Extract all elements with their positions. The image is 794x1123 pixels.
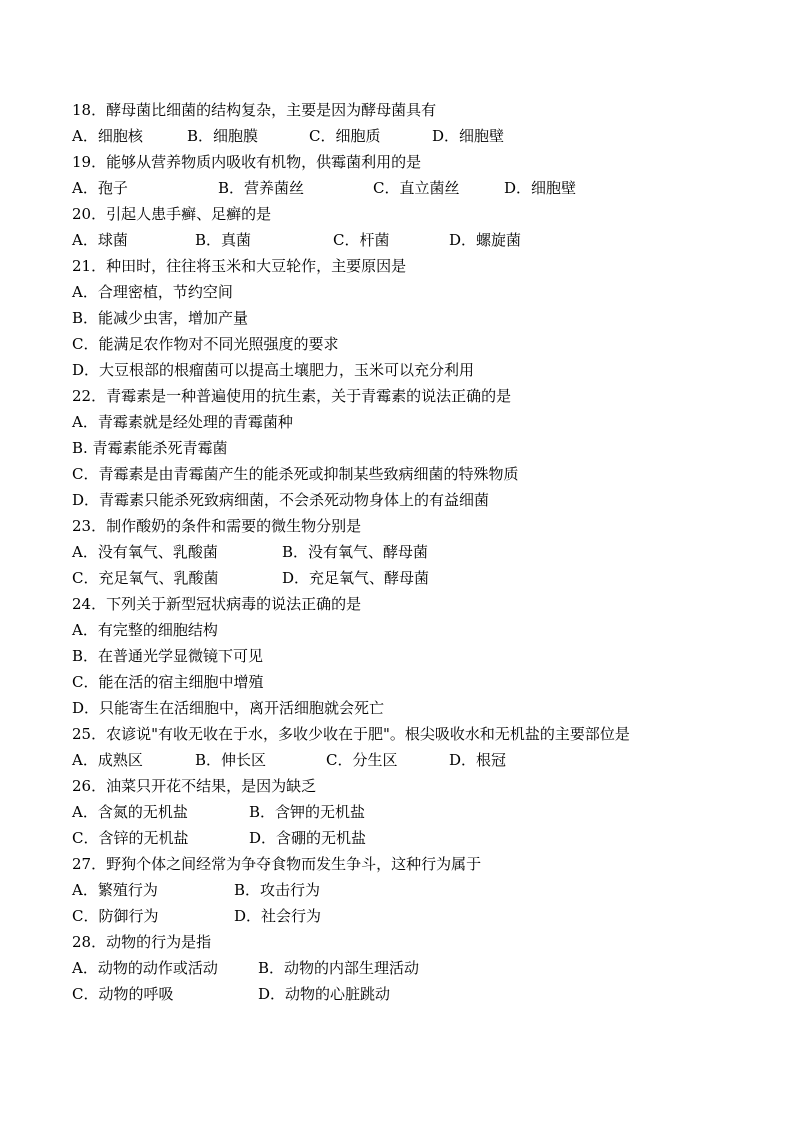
- option-b: B．含钾的无机盐: [249, 803, 366, 821]
- option-row: [72, 877, 732, 903]
- option-b: B．伸长区: [195, 751, 267, 769]
- option-row: [72, 227, 732, 253]
- option-row: [72, 955, 732, 981]
- option-a: A．球菌: [72, 231, 128, 249]
- option-d: D．细胞壁: [504, 179, 577, 197]
- option-c: C．直立菌丝: [373, 179, 460, 197]
- option-d: D．青霉素只能杀死致病细菌，不会杀死动物身体上的有益细菌: [72, 491, 490, 509]
- option-c: C．防御行为: [72, 907, 159, 925]
- option-row: [72, 981, 732, 1007]
- option-a: A．繁殖行为: [72, 881, 158, 899]
- option-a: A．孢子: [72, 179, 128, 197]
- option-row: [72, 903, 732, 929]
- option-a: A．细胞核: [72, 127, 143, 145]
- option-c: C．杆菌: [333, 231, 390, 249]
- option-c: C．能在活的宿主细胞中增殖: [72, 673, 264, 691]
- option-row: [72, 123, 732, 149]
- question-stem: 23．制作酸奶的条件和需要的微生物分别是: [72, 517, 362, 535]
- option-row: [72, 175, 732, 201]
- option-row: [72, 565, 732, 591]
- option-row: [72, 799, 732, 825]
- option-d: D．大豆根部的根瘤菌可以提高土壤肥力，玉米可以充分利用: [72, 361, 475, 379]
- option-a: A．合理密植，节约空间: [72, 283, 233, 301]
- option-d: D．充足氧气、酵母菌: [282, 569, 430, 587]
- option-c: C．分生区: [326, 751, 398, 769]
- option-b: B．营养菌丝: [218, 179, 305, 197]
- question-stem: 26．油菜只开花不结果，是因为缺乏: [72, 777, 317, 795]
- option-b: B．没有氧气、酵母菌: [282, 543, 429, 561]
- question-stem: 22．青霉素是一种普遍使用的抗生素，关于青霉素的说法正确的是: [72, 387, 512, 405]
- question-stem: 24．下列关于新型冠状病毒的说法正确的是: [72, 595, 362, 613]
- option-b: B. 青霉素能杀死青霉菌: [72, 439, 228, 457]
- option-d: D．细胞壁: [432, 127, 505, 145]
- option-a: A．含氮的无机盐: [72, 803, 188, 821]
- option-row: [72, 539, 732, 565]
- option-row: [72, 825, 732, 851]
- option-d: D．含硼的无机盐: [249, 829, 367, 847]
- question-stem: 25．农谚说"有收无收在于水，多收少收在于肥"。根尖吸收水和无机盐的主要部位是: [72, 725, 630, 743]
- option-d: D．动物的心脏跳动: [258, 985, 391, 1003]
- option-d: D．只能寄生在活细胞中，离开活细胞就会死亡: [72, 699, 385, 717]
- option-d: D．螺旋菌: [449, 231, 522, 249]
- option-a: A．没有氧气、乳酸菌: [72, 543, 218, 561]
- option-b: B．攻击行为: [234, 881, 321, 899]
- option-a: A．动物的动作或活动: [72, 959, 218, 977]
- option-a: A．有完整的细胞结构: [72, 621, 218, 639]
- question-stem: 19．能够从营养物质内吸收有机物，供霉菌利用的是: [72, 153, 422, 171]
- question-stem: 21．种田时，往往将玉米和大豆轮作，主要原因是: [72, 257, 407, 275]
- question-stem: 28．动物的行为是指: [72, 933, 212, 951]
- option-b: B．细胞膜: [187, 127, 259, 145]
- option-b: B．真菌: [195, 231, 252, 249]
- option-b: B．在普通光学显微镜下可见: [72, 647, 264, 665]
- option-c: C．细胞质: [309, 127, 381, 145]
- option-b: B．能减少虫害，增加产量: [72, 309, 249, 327]
- question-page: [72, 97, 732, 1007]
- option-c: C．动物的呼吸: [72, 985, 174, 1003]
- option-c: C．能满足农作物对不同光照强度的要求: [72, 335, 339, 353]
- question-stem: 27．野狗个体之间经常为争夺食物而发生争斗，这种行为属于: [72, 855, 482, 873]
- option-a: A．成熟区: [72, 751, 143, 769]
- option-d: D．根冠: [449, 751, 507, 769]
- question-stem: 18．酵母菌比细菌的结构复杂，主要是因为酵母菌具有: [72, 101, 437, 119]
- option-c: C．青霉素是由青霉菌产生的能杀死或抑制某些致病细菌的特殊物质: [72, 465, 519, 483]
- option-row: [72, 747, 732, 773]
- option-b: B．动物的内部生理活动: [258, 959, 420, 977]
- option-c: C．充足氧气、乳酸菌: [72, 569, 219, 587]
- option-d: D．社会行为: [234, 907, 322, 925]
- option-a: A．青霉素就是经处理的青霉菌种: [72, 413, 293, 431]
- option-c: C．含锌的无机盐: [72, 829, 189, 847]
- question-stem: 20．引起人患手癣、足癣的是: [72, 205, 272, 223]
